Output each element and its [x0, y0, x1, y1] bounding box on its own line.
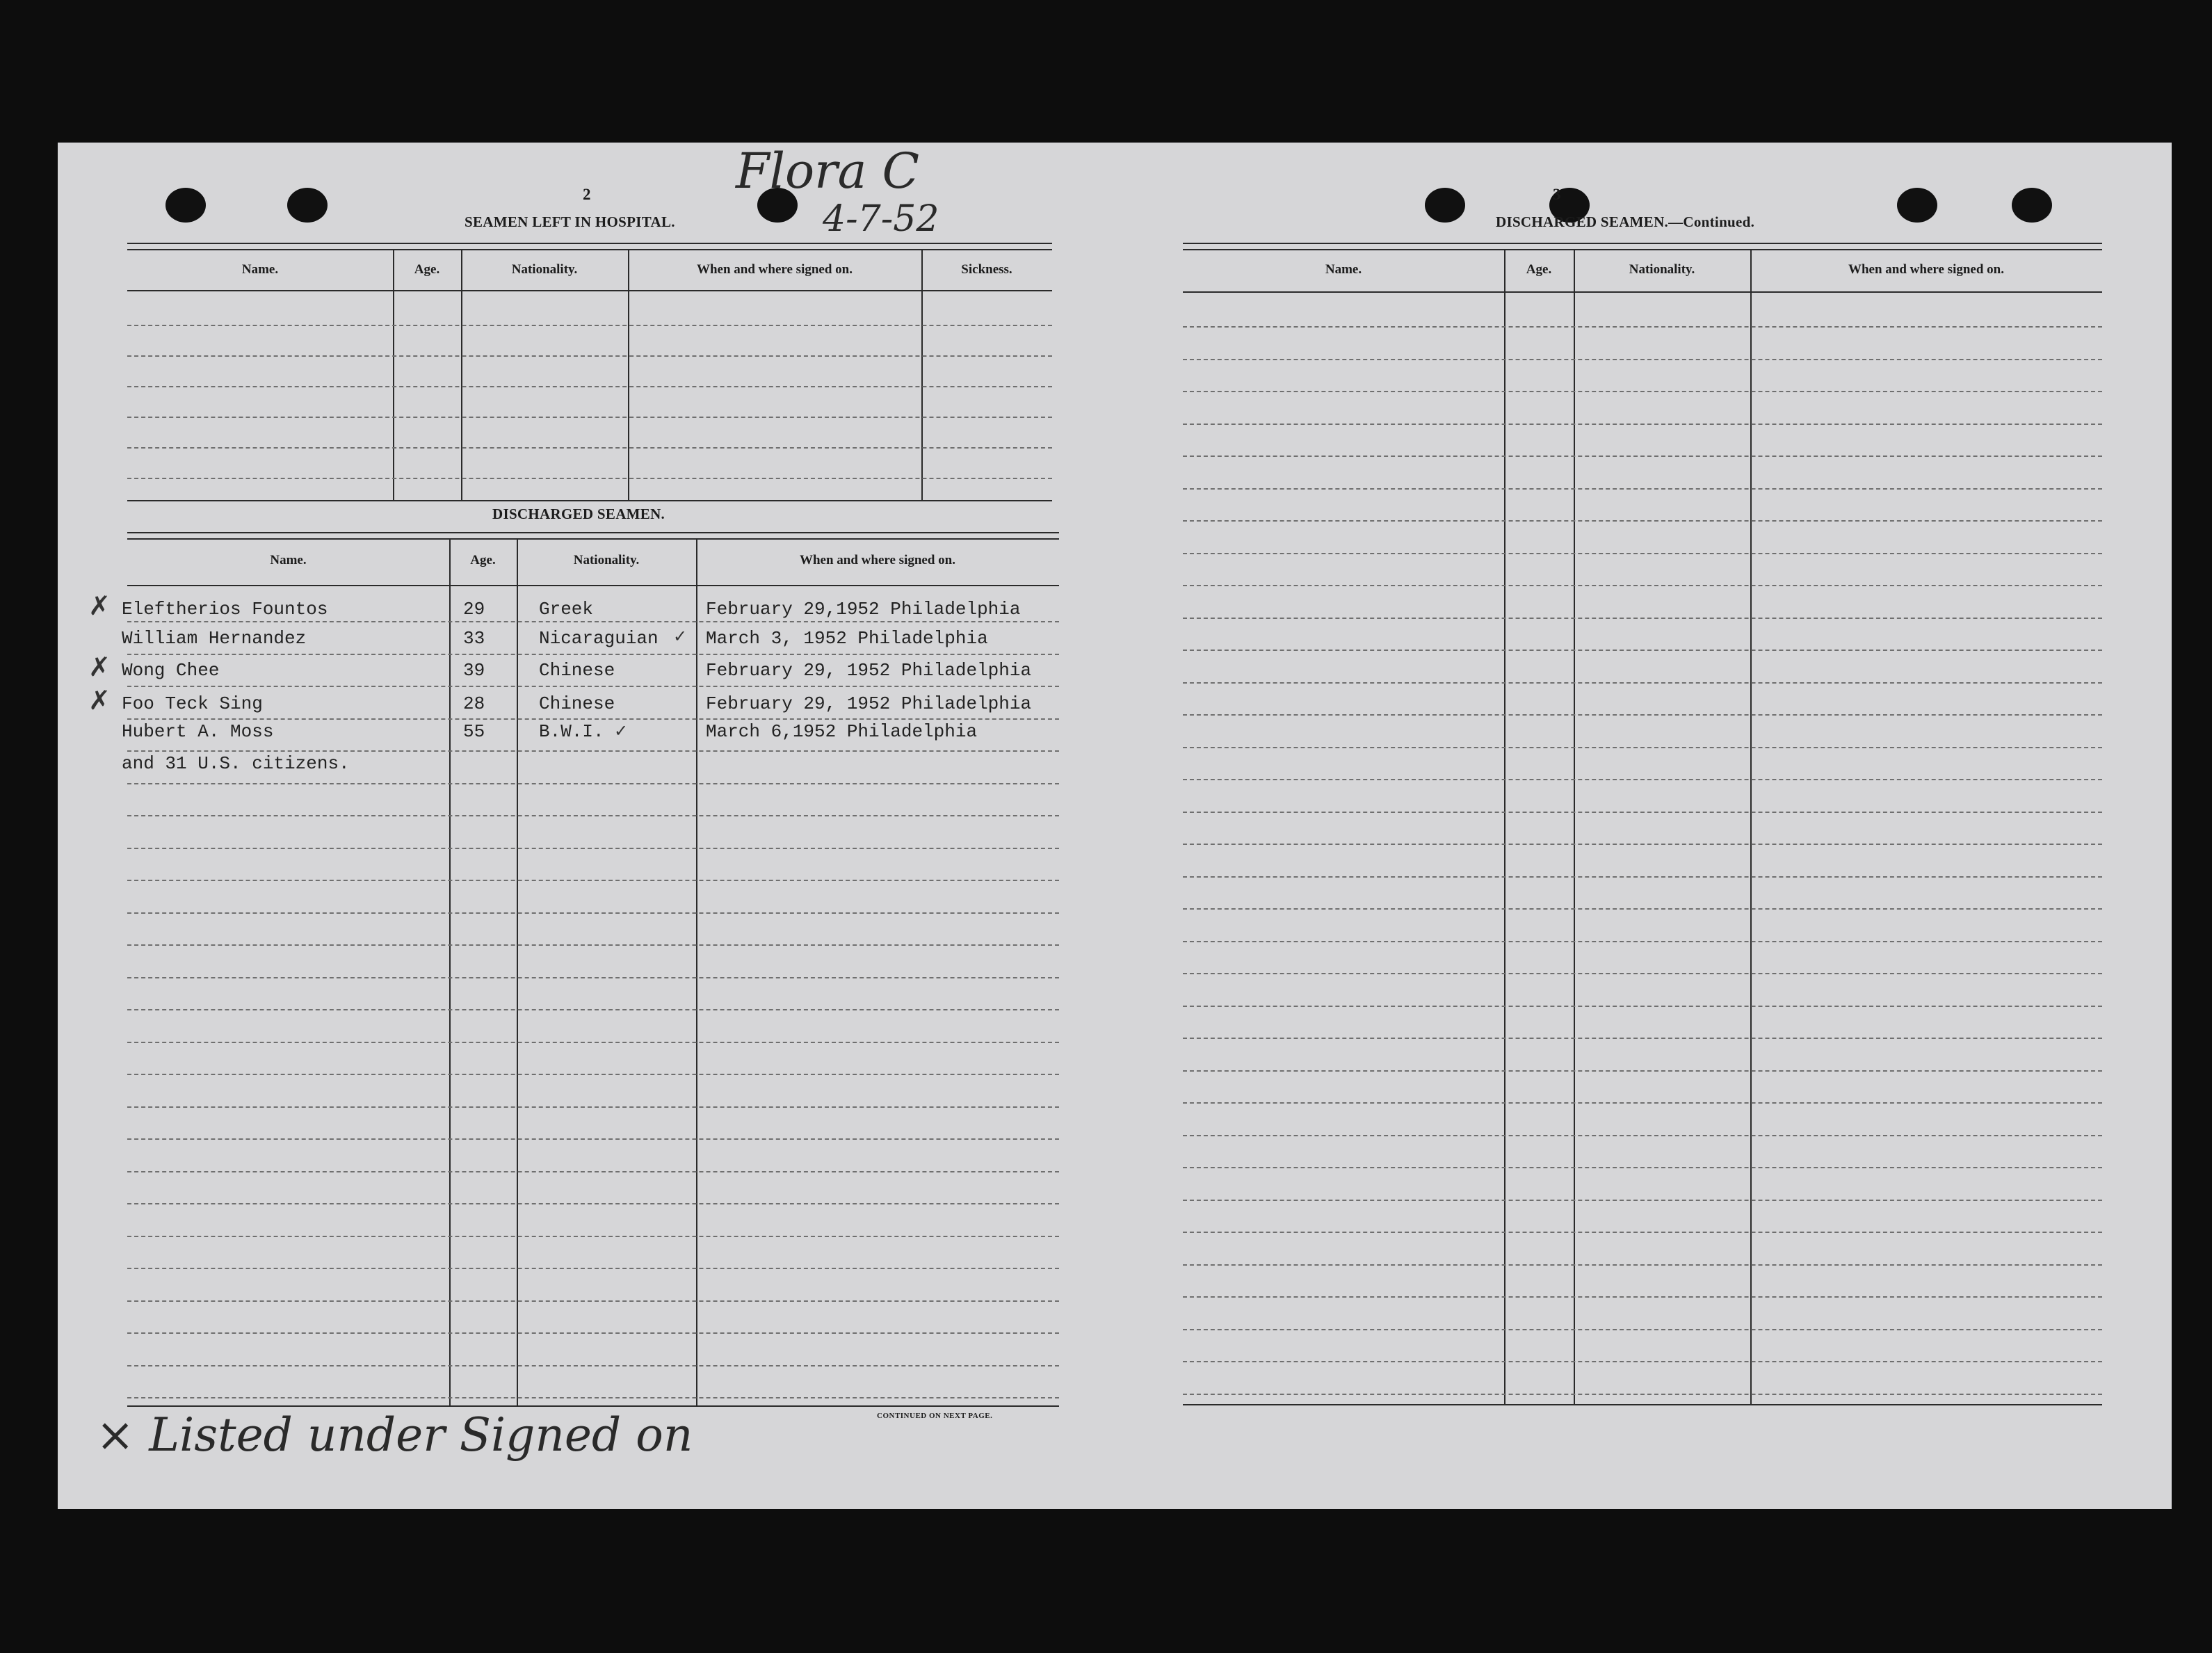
ruled-line	[127, 1138, 1059, 1140]
col-header-nationality: Nationality.	[573, 553, 640, 567]
ruled-line	[127, 1106, 1059, 1108]
col-header-nationality: Nationality.	[1629, 262, 1695, 277]
ruled-line	[1183, 1264, 2102, 1266]
discharged-table	[88, 532, 1059, 1407]
seaman-age: 39	[463, 660, 485, 681]
col-header-age: Age.	[1526, 262, 1552, 277]
ruled-line	[1183, 779, 2102, 780]
ruled-line	[127, 1074, 1059, 1075]
col-header-age: Age.	[414, 262, 440, 277]
handwritten-date: 4-7-52	[823, 198, 939, 240]
ruled-line	[1183, 973, 2102, 974]
ruled-line	[127, 1365, 1059, 1366]
ruled-line	[127, 1332, 1059, 1334]
ruled-line	[1183, 1167, 2102, 1168]
ruled-line	[1183, 682, 2102, 684]
ruled-line	[127, 848, 1059, 849]
ruled-line	[1183, 876, 2102, 878]
ruled-line	[1183, 618, 2102, 619]
ruled-line	[1183, 908, 2102, 910]
ruled-line	[1183, 1361, 2102, 1362]
ruled-line	[1183, 1006, 2102, 1007]
seaman-signed-on: March 6,1952 Philadelphia	[706, 721, 978, 742]
ruled-line	[127, 621, 1059, 622]
ruled-line	[127, 1268, 1059, 1269]
hospital-table	[127, 243, 1052, 501]
seaman-signed-on: February 29, 1952 Philadelphia	[706, 660, 1032, 681]
ruled-line	[127, 815, 1059, 816]
ruled-line	[127, 977, 1059, 978]
col-header-nationality: Nationality.	[511, 262, 578, 277]
seaman-nationality: Chinese	[539, 693, 615, 714]
hospital-section-title: SEAMEN LEFT IN HOSPITAL.	[465, 213, 675, 230]
seaman-name: William Hernandez	[122, 628, 307, 649]
ruled-line	[1183, 326, 2102, 328]
seaman-name: Hubert A. Moss	[122, 721, 274, 742]
ruled-line	[1183, 424, 2102, 425]
col-header-signed-on: When and where signed on.	[1848, 262, 2004, 277]
punch-hole	[2012, 188, 2052, 223]
ruled-line	[127, 944, 1059, 946]
ruled-line	[1183, 1200, 2102, 1201]
punch-hole	[287, 188, 328, 223]
seaman-age: 29	[463, 599, 485, 620]
ruled-line	[127, 750, 1059, 752]
seaman-name: and 31 U.S. citizens.	[122, 753, 350, 774]
ruled-line	[1183, 1394, 2102, 1395]
col-header-age: Age.	[470, 553, 496, 567]
seaman-signed-on: March 3, 1952 Philadelphia	[706, 628, 988, 649]
ruled-line	[127, 686, 1059, 687]
handwritten-ship-name: Flora C	[736, 143, 920, 200]
ruled-line	[1183, 714, 2102, 716]
col-header-signed-on: When and where signed on.	[696, 262, 853, 277]
handwritten-footnote: × Listed under Signed on	[96, 1408, 693, 1462]
punch-hole	[166, 188, 206, 223]
ruled-line	[1183, 650, 2102, 651]
ruled-line	[127, 1042, 1059, 1043]
x-mark-icon: ✗	[88, 652, 111, 682]
ruled-line	[1183, 1070, 2102, 1072]
punch-hole	[1425, 188, 1465, 223]
continued-note: CONTINUED ON NEXT PAGE.	[877, 1412, 993, 1420]
x-mark-icon: ✗	[88, 685, 111, 716]
seaman-nationality: B.W.I.	[539, 721, 604, 742]
seaman-signed-on: February 29, 1952 Philadelphia	[706, 693, 1032, 714]
manifest-sheet	[58, 143, 2172, 1509]
col-header-name: Name.	[241, 262, 279, 277]
ruled-line	[1183, 553, 2102, 554]
discharged-section-title: DISCHARGED SEAMEN.	[492, 506, 665, 522]
ruled-line	[127, 1236, 1059, 1237]
ruled-line	[127, 1397, 1059, 1398]
col-header-name: Name.	[270, 553, 307, 567]
col-header-signed-on: When and where signed on.	[799, 553, 955, 567]
ruled-line	[1183, 747, 2102, 748]
seaman-name: Eleftherios Fountos	[122, 599, 328, 620]
ruled-line	[1183, 1102, 2102, 1104]
seaman-signed-on: February 29,1952 Philadelphia	[706, 599, 1021, 620]
ruled-line	[1183, 1296, 2102, 1298]
ruled-line	[1183, 941, 2102, 942]
ruled-line	[127, 1300, 1059, 1302]
ruled-line	[1183, 1038, 2102, 1039]
check-mark-icon: ✓	[673, 627, 688, 646]
ruled-line	[1183, 488, 2102, 490]
ruled-line	[1183, 585, 2102, 586]
ruled-line	[1183, 1329, 2102, 1330]
seaman-age: 33	[463, 628, 485, 649]
check-mark-icon: ✓	[614, 721, 629, 741]
ruled-line	[1183, 391, 2102, 392]
seaman-age: 28	[463, 693, 485, 714]
ruled-line	[127, 1203, 1059, 1204]
seaman-nationality: Greek	[539, 599, 594, 620]
page-number-left: 2	[583, 186, 591, 203]
ruled-line	[127, 654, 1059, 655]
ruled-line	[127, 783, 1059, 784]
seaman-nationality: Nicaraguian	[539, 628, 659, 649]
col-header-name: Name.	[1325, 262, 1362, 277]
seaman-name: Wong Chee	[122, 660, 220, 681]
ruled-line	[1183, 455, 2102, 457]
ruled-line	[127, 912, 1059, 914]
ruled-line	[127, 880, 1059, 881]
seaman-name: Foo Teck Sing	[122, 693, 263, 714]
page-number-right: 3	[1553, 186, 1561, 203]
ruled-line	[1183, 1135, 2102, 1136]
x-mark-icon: ✗	[88, 590, 111, 621]
ruled-line	[1183, 812, 2102, 813]
discharged-continued-table	[1183, 243, 2102, 1405]
ruled-line	[127, 1171, 1059, 1172]
ruled-line	[127, 718, 1059, 720]
ruled-line	[127, 1009, 1059, 1010]
ruled-line	[1183, 1232, 2102, 1233]
punch-hole	[1897, 188, 1937, 223]
ruled-line	[1183, 520, 2102, 522]
seaman-nationality: Chinese	[539, 660, 615, 681]
discharged-continued-title: DISCHARGED SEAMEN.—Continued.	[1496, 213, 1755, 230]
seaman-age: 55	[463, 721, 485, 742]
ruled-line	[1183, 359, 2102, 360]
ruled-line	[1183, 844, 2102, 845]
col-header-sickness: Sickness.	[961, 262, 1012, 277]
